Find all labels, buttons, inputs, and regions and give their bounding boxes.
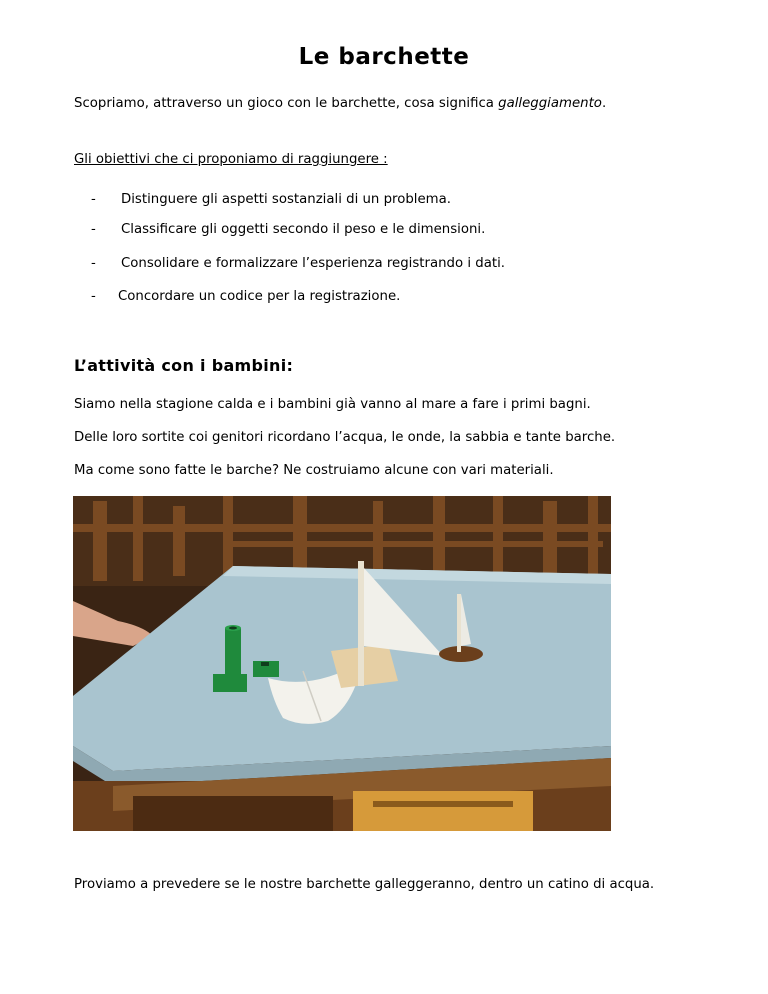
dash: -	[91, 256, 96, 271]
objective-item-3	[91, 256, 505, 271]
dash: -	[91, 289, 96, 304]
activity-paragraph-3: Ma come sono fatte le barche? Ne costruiamo alcune con vari materiali.	[74, 463, 554, 478]
intro-text: Scopriamo, attraverso un gioco con le barchette, cosa significa	[74, 96, 499, 111]
objective-item-2	[91, 222, 485, 237]
intro-end: .	[601, 96, 607, 111]
objective-item-1	[91, 192, 451, 207]
page-title: Le barchette	[298, 44, 470, 70]
objectives-heading: Gli obiettivi che ci proponiamo di raggiungere :	[74, 152, 388, 167]
intro-paragraph	[74, 96, 606, 111]
objective-text: Distinguere gli aspetti sostanziali di un problema.	[121, 192, 451, 207]
intro-emphasis: galleggiamento	[498, 96, 602, 111]
activity-paragraph-1: Siamo nella stagione calda e i bambini già vanno al mare a fare i primi bagni.	[74, 397, 591, 412]
dash: -	[91, 222, 96, 237]
closing-paragraph: Proviamo a prevedere se le nostre barchette galleggeranno, dentro un catino di acqua.	[74, 877, 655, 892]
dash: -	[91, 192, 96, 207]
activity-paragraph-2: Delle loro sortite coi genitori ricordano l’acqua, le onde, la sabbia e tante barche.	[74, 430, 616, 445]
objective-text: Concordare un codice per la registrazione.	[118, 289, 401, 304]
activity-heading: L’attività con i bambini:	[74, 356, 294, 375]
objective-text: Consolidare e formalizzare l’esperienza registrando i dati.	[121, 256, 505, 271]
boats-photo	[73, 496, 611, 831]
objective-item-4	[91, 289, 400, 304]
objective-text: Classificare gli oggetti secondo il peso e le dimensioni.	[121, 222, 486, 237]
